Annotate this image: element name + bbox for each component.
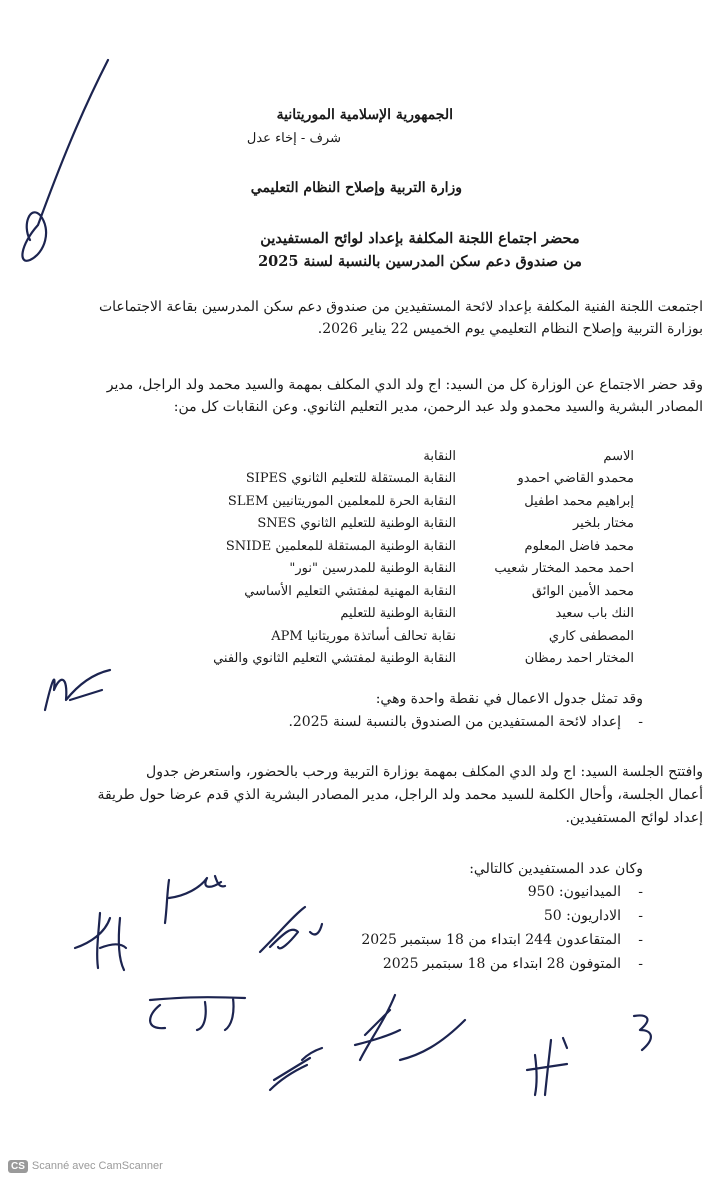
minutes-title-line1: محضر اجتماع اللجنة المكلفة بإعداد لوائح المستفيدين (260, 230, 580, 247)
member-union: النقابة المهنية لمفتشي التعليم الأساسي (244, 583, 456, 599)
table-row (168, 468, 650, 491)
table-row (168, 625, 650, 648)
national-motto: شرف - إخاء عدل (246, 131, 341, 146)
table-row (168, 535, 650, 558)
members-table-header (168, 445, 650, 468)
member-name: المصطفى كاري (548, 628, 634, 644)
member-name: مختار بلخير (572, 516, 634, 532)
signature (135, 990, 265, 1040)
attendance-line2: المصادر البشرية والسيد محمدو ولد عبد الرحمن، مدير التعليم الثانوي. وعن النقابات كل من: (173, 399, 703, 415)
scanner-text: Scanné avec CamScanner (31, 1160, 163, 1172)
member-name: محمد فاضل المعلوم (524, 538, 634, 554)
signature (515, 1030, 585, 1100)
agenda-list (288, 710, 643, 734)
opening-paragraph (23, 761, 703, 830)
intro-paragraph (23, 296, 703, 340)
name-column-header: الاسم (603, 448, 634, 464)
attendance-line1: وقد حضر الاجتماع عن الوزارة كل من السيد: اج ولد الدي المكلف بمهمة والسيد محمد ولد الراجل، مدير (106, 377, 703, 393)
member-union: نقابة تحالف أساتذة موريتانيا APM (271, 628, 456, 644)
opening-line2: أعمال الجلسة، وأحال الكلمة للسيد محمد ولد الراجل، مدير المصادر البشرية الذي قدم عرضا حول طريقة (97, 787, 703, 803)
intro-line2: بوزارة التربية وإصلاح النظام التعليمي يوم الخميس 22 يناير 2026. (317, 321, 703, 337)
margin-signature (0, 55, 120, 275)
member-union: النقابة الوطنية للمدرسين "نور" (289, 561, 456, 577)
member-name: محمدو القاضي احمدو (517, 471, 634, 487)
intro-line1: اجتمعت اللجنة الفنية المكلفة بإعداد لائحة المستفيدين من صندوق دعم سكن المدرسين بقاعة الاجتماعات (98, 299, 703, 315)
member-name: احمد محمد المختار شعيب (494, 561, 634, 577)
member-union: النقابة الوطنية للتعليم (340, 606, 456, 622)
ministry-name: وزارة التربية وإصلاح النظام التعليمي (250, 180, 462, 196)
attendance-paragraph (23, 374, 703, 418)
list-item: - الميدانيون: 950 (361, 880, 643, 904)
signature (250, 902, 330, 962)
signature (262, 1040, 342, 1100)
list-item: - المتوفون 28 ابتداء من 18 سبتمبر 2025 (361, 952, 643, 976)
signature (628, 1010, 668, 1060)
members-table (168, 445, 650, 670)
table-row (168, 558, 650, 581)
list-item: - المتقاعدون 244 ابتداء من 18 سبتمبر 2025 (361, 928, 643, 952)
beneficiaries-list (361, 880, 643, 976)
member-name: النك باب سعيد (555, 606, 634, 622)
member-name: محمد الأمين الوائق (531, 583, 634, 599)
member-union: النقابة الوطنية لمفتشي التعليم الثانوي والفني (213, 651, 456, 667)
member-name: إبراهيم محمد اطفيل (524, 493, 634, 509)
initials-signature (40, 660, 120, 720)
beneficiaries-intro: وكان عدد المستفيدين كالتالي: (469, 861, 643, 877)
union-column-header: النقابة (423, 448, 456, 464)
member-union: النقابة الحرة للمعلمين الموريتانيين SLEM (227, 493, 456, 509)
minutes-title-line2: من صندوق دعم سكن المدرسين بالنسبة لسنة 2025 (258, 253, 582, 270)
camscanner-logo: CS (8, 1160, 28, 1173)
member-union: النقابة الوطنية المستقلة للمعلمين SNIDE (225, 538, 456, 554)
table-row (168, 648, 650, 671)
member-name: المختار احمد رمظان (524, 651, 634, 667)
signature (155, 868, 235, 928)
opening-line1: وافتتح الجلسة السيد: اج ولد الدي المكلف بمهمة بوزارة التربية ورحب بالحضور، واستعرض جدول (146, 764, 703, 780)
opening-line3: إعداد لوائح المستفيدين. (565, 810, 703, 826)
member-union: النقابة المستقلة للتعليم الثانوي SIPES (245, 471, 456, 487)
table-row (168, 603, 650, 626)
country-name: الجمهورية الإسلامية الموريتانية (276, 107, 453, 123)
member-union: النقابة الوطنية للتعليم الثانوي SNES (257, 516, 456, 532)
scanner-watermark (8, 1160, 163, 1173)
table-row (168, 513, 650, 536)
list-item: - إعداد لائحة المستفيدين من الصندوق بالنسبة لسنة 2025. (288, 710, 643, 734)
list-item: - الاداريون: 50 (361, 904, 643, 928)
agenda-intro: وقد تمثل جدول الاعمال في نقطة واحدة وهي: (375, 691, 643, 707)
table-row (168, 490, 650, 513)
signature (70, 908, 150, 978)
signature (340, 990, 490, 1080)
table-row (168, 580, 650, 603)
